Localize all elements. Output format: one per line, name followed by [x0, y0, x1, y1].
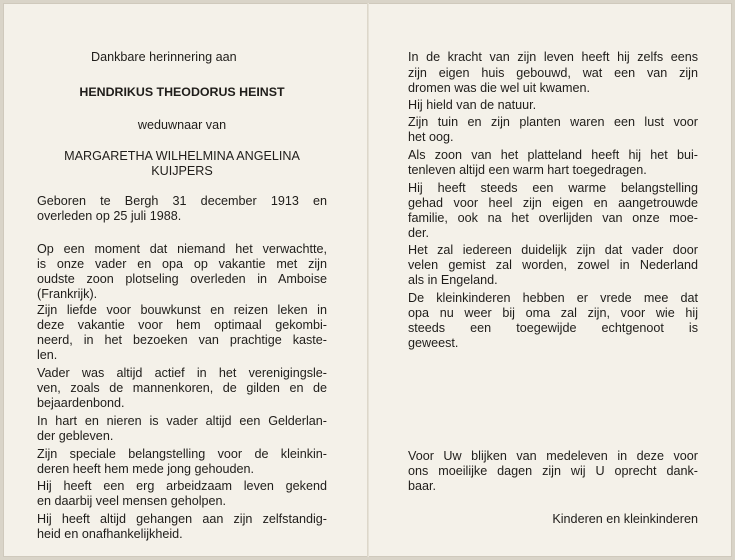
- body-line: Hij heeft een erg arbeidzaam leven gekend: [37, 479, 327, 493]
- body-line: is onze vader en opa op vakantie met zijn: [37, 257, 327, 271]
- body-line: geweest.: [408, 336, 459, 350]
- body-line: opa nu weer bij oma zal zijn, voor wie hij: [408, 306, 698, 320]
- body-line: (Frankrijk).: [37, 287, 98, 301]
- header-text: Dankbare herinnering aan: [91, 50, 237, 64]
- body-line: en daarbij veel mensen geholpen.: [37, 494, 227, 508]
- deceased-name: HENDRIKUS THEODORUS HEINST: [79, 85, 285, 99]
- body-line: In hart en nieren is vader altijd een Gelderlan-: [37, 414, 327, 428]
- body-line: neerd, in het bezoeken van prachtige kaste-: [37, 333, 327, 347]
- body-line: velen gemist zal worden, zowel in Nederland: [408, 258, 698, 272]
- body-line: der gebleven.: [37, 429, 114, 443]
- body-line: als in Engeland.: [408, 273, 498, 287]
- body-line: Hij hield van de natuur.: [408, 98, 537, 112]
- body-line: oudste zoon plotseling overleden in Amboise: [37, 272, 327, 286]
- body-line: gehad voor heel zijn eigen en aangetrouwde: [408, 196, 698, 210]
- body-line: zijn eigen huis gebouwd, wat een van zijn: [408, 66, 698, 80]
- body-line: Hij heeft altijd gehangen aan zijn zelfstandig-: [37, 512, 327, 526]
- body-line: bejaardenbond.: [37, 396, 125, 410]
- thanks-line: baar.: [408, 479, 437, 493]
- body-line: Zijn liefde voor bouwkunst en reizen leken in: [37, 303, 327, 317]
- body-line: Als zoon van het platteland heeft hij het bui-: [408, 148, 698, 162]
- spouse-name-line-1: MARGARETHA WILHELMINA ANGELINA: [64, 149, 300, 163]
- body-line: steeds een toegewijde echtgenoot is: [408, 321, 698, 335]
- body-line: Op een moment dat niemand het verwachtte,: [37, 242, 327, 256]
- body-line: Zijn speciale belangstelling voor de kleinkin-: [37, 447, 327, 461]
- body-line: familie, ook na het overlijden van onze moe-: [408, 211, 698, 225]
- thanks-line: Voor Uw blijken van medeleven in deze voor: [408, 449, 698, 463]
- body-line: heid en onafhankelijkheid.: [37, 527, 183, 541]
- body-line: dromen was die wel uit kwamen.: [408, 81, 590, 95]
- birth-death-line: Geboren te Bergh 31 december 1913 en: [37, 194, 327, 208]
- body-line: Vader was altijd actief in het verenigingsle-: [37, 366, 327, 380]
- signature: Kinderen en kleinkinderen: [552, 512, 698, 526]
- body-line: Zijn tuin en zijn planten waren een lust voor: [408, 115, 698, 129]
- thanks-line: ons moeilijke dagen zijn wij U oprecht dank-: [408, 464, 698, 478]
- body-line: tenleven altijd een warm hart toegedragen.: [408, 163, 647, 177]
- birth-death-line: overleden op 25 juli 1988.: [37, 209, 182, 223]
- relation-text: weduwnaar van: [137, 118, 227, 132]
- body-line: De kleinkinderen hebben er vrede mee dat: [408, 291, 698, 305]
- body-line: het oog.: [408, 130, 454, 144]
- body-line: deze vakantie voor hem optimaal gekombi-: [37, 318, 327, 332]
- body-line: In de kracht van zijn leven heeft hij zelfs eens: [408, 50, 698, 64]
- spouse-name-line-2: KUIJPERS: [151, 164, 213, 178]
- body-line: len.: [37, 348, 58, 362]
- body-line: deren heeft hem mede jong gehouden.: [37, 462, 255, 476]
- body-line: Hij heeft steeds een warme belangstelling: [408, 181, 698, 195]
- card-fold: [367, 3, 369, 557]
- body-line: der.: [408, 226, 430, 240]
- body-line: Het zal iedereen duidelijk zijn dat vader door: [408, 243, 698, 257]
- body-line: ven, zoals de mannenkoren, de gilden en de: [37, 381, 327, 395]
